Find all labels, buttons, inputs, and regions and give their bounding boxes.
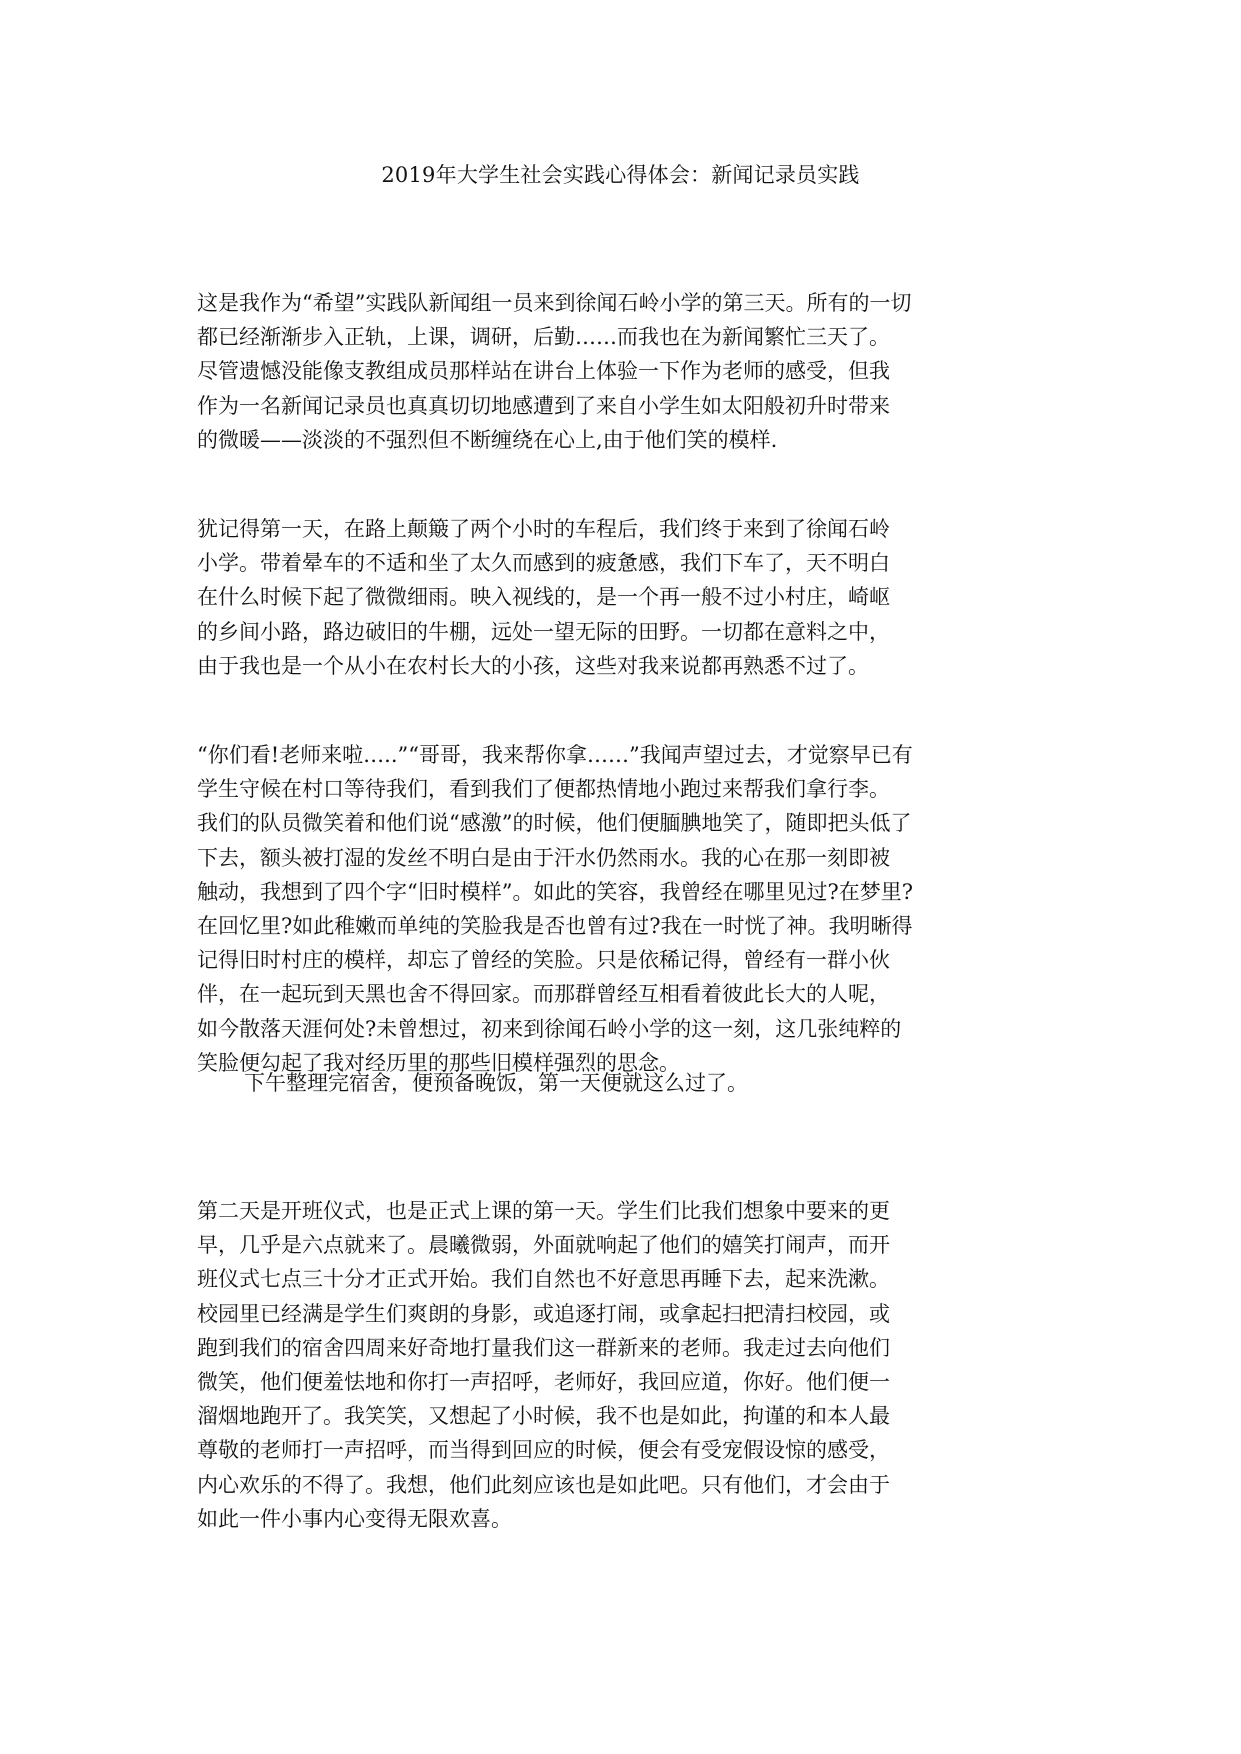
text-line: 记得旧时村庄的模样，却忘了曾经的笑脸。只是依稀记得，曾经有一群小伙 — [197, 948, 890, 973]
text-line: 笑脸便勾起了我对经历里的那些旧模样强烈的思念。 — [197, 1050, 680, 1075]
text-line: 这是我作为“希望”实践队新闻组一员来到徐闻石岭小学的第三天。所有的一切 — [197, 291, 912, 315]
paragraph-4 — [244, 1066, 1092, 1100]
paragraph-5 — [197, 1194, 1045, 1536]
text-line: 第二天是开班仪式，也是正式上课的第一天。学生们比我们想象中要来的更 — [197, 1199, 890, 1223]
text-line: 伴，在一起玩到天黑也舍不得回家。而那群曾经互相看着彼此长大的人呢， — [197, 982, 890, 1007]
text-line: 的乡间小路，路边破旧的牛棚，远处一望无际的田野。一切都在意料之中， — [197, 619, 890, 644]
text-line: 下午整理完宿舍，便预备晚饭，第一天便就这么过了。 — [244, 1071, 748, 1095]
text-line: 触动，我想到了四个字“旧时模样”。如此的笑容，我曾经在哪里见过?在梦里? — [197, 879, 913, 904]
text-line: 我们的队员微笑着和他们说“感激”的时候，他们便腼腆地笑了，随即把头低了 — [197, 811, 912, 836]
document-title: 2019年大学生社会实践心得体会：新闻记录员实践 — [381, 163, 860, 187]
text-line: 如此一件小事内心变得无限欢喜。 — [197, 1506, 512, 1531]
text-line: 下去，额头被打湿的发丝不明白是由于汗水仍然雨水。我的心在那一刻即被 — [197, 845, 890, 870]
text-line: 都已经渐渐步入正轨，上课，调研，后勤……而我也在为新闻繁忙三天了。 — [197, 325, 890, 350]
text-line: 犹记得第一天，在路上颠簸了两个小时的车程后，我们终于来到了徐闻石岭 — [197, 517, 890, 541]
text-line: 在回忆里?如此稚嫩而单纯的笑脸我是否也曾有过?我在一时恍了神。我明晰得 — [197, 914, 913, 939]
text-line: 内心欢乐的不得了。我想，他们此刻应该也是如此吧。只有他们，才会由于 — [197, 1472, 890, 1497]
text-line: 由于我也是一个从小在农村长大的小孩，这些对我来说都再熟悉不过了。 — [197, 653, 869, 678]
paragraph-1 — [197, 286, 1045, 457]
text-line: 作为一名新闻记录员也真真切切地感遭到了来自小学生如太阳般初升时带来 — [197, 393, 890, 418]
text-line: 溜烟地跑开了。我笑笑，又想起了小时候，我不也是如此，拘谨的和本人最 — [197, 1404, 890, 1429]
text-line: 班仪式七点三十分才正式开始。我们自然也不好意思再睡下去，起来洗漱。 — [197, 1267, 890, 1292]
text-line: 学生守候在村口等待我们，看到我们了便都热情地小跑过来帮我们拿行李。 — [197, 777, 890, 802]
text-line: “你们看!老师来啦…..”“哥哥，我来帮你拿……”我闻声望过去，才觉察早已有 — [197, 743, 913, 767]
text-line: 尽管遗憾没能像支教组成员那样站在讲台上体验一下作为老师的感受，但我 — [197, 359, 890, 384]
text-line: 校园里已经满是学生们爽朗的身影，或追逐打闹，或拿起扫把清扫校园，或 — [197, 1301, 890, 1326]
text-line: 早，几乎是六点就来了。晨曦微弱，外面就响起了他们的嬉笑打闹声，而开 — [197, 1233, 890, 1258]
text-line: 跑到我们的宿舍四周来好奇地打量我们这一群新来的老师。我走过去向他们 — [197, 1335, 890, 1360]
text-line: 在什么时候下起了微微细雨。映入视线的，是一个再一般不过小村庄，崎岖 — [197, 585, 890, 610]
paragraph-2 — [197, 512, 1045, 683]
text-line: 如今散落天涯何处?未曾想过，初来到徐闻石岭小学的这一刻，这几张纯粹的 — [197, 1016, 902, 1041]
text-line: 小学。带着晕车的不适和坐了太久而感到的疲惫感，我们下车了，天不明白 — [197, 551, 890, 576]
text-line: 的微暖——淡淡的不强烈但不断缠绕在心上,由于他们笑的模样. — [197, 427, 778, 452]
text-line: 微笑，他们便羞怯地和你打一声招呼，老师好，我回应道，你好。他们便一 — [197, 1370, 890, 1395]
paragraph-3 — [197, 738, 1045, 1080]
text-line: 尊敬的老师打一声招呼，而当得到回应的时候，便会有受宠假设惊的感受， — [197, 1438, 890, 1463]
